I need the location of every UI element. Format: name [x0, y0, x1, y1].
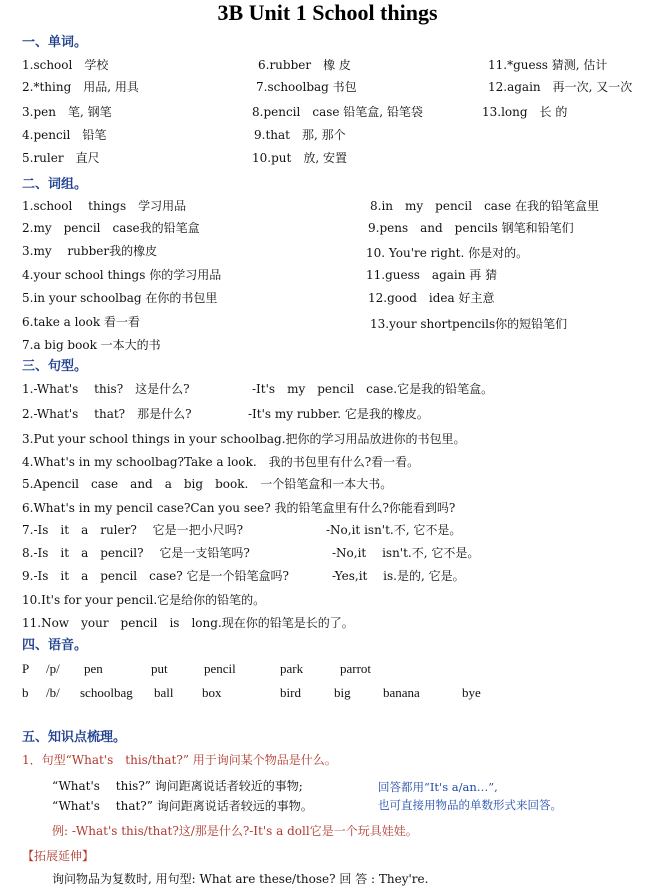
phonics-word: park — [280, 661, 304, 676]
phonics-sound: /p/ — [46, 661, 60, 676]
word-item: 8.pencil case 铅笔盒, 铅笔袋 — [252, 105, 423, 119]
word-item: 7.schoolbag 书包 — [256, 80, 357, 94]
phrase-item: 10. You're right. 你是对的。 — [366, 246, 529, 260]
section5-heading: 五、知识点梳理。 — [22, 730, 127, 745]
sentence-item: -No,it isn't.不, 它不是。 — [332, 546, 480, 560]
section3-heading: 三、句型。 — [22, 359, 88, 374]
phrase-item: 4.your school things 你的学习用品 — [22, 268, 222, 282]
sentence-item: 9.-Is it a pencil case? 它是一个铅笔盒吗? — [22, 569, 289, 583]
sentence-item: 7.-Is it a ruler? 它是一把小尺吗? — [22, 523, 244, 537]
word-item: 6.rubber 橡 皮 — [258, 58, 351, 72]
word-item: 5.ruler 直尺 — [22, 151, 100, 165]
sentence-item: 8.-Is it a pencil? 它是一支铅笔吗? — [22, 546, 250, 560]
phonics-letter: P — [22, 661, 30, 676]
usage-that: “What's that?” 询问距离说话者较远的事物。 — [52, 799, 313, 813]
sentence-item: -Yes,it is.是的, 它是。 — [332, 569, 465, 583]
phonics-word: ball — [154, 685, 174, 700]
section1-heading: 一、单词。 — [22, 35, 88, 50]
phrase-item: 13.your shortpencils你的短铅笔们 — [370, 317, 568, 331]
phrase-item: 1.school things 学习用品 — [22, 199, 187, 213]
answer-note: 回答都用“It's a/an…”, — [378, 780, 498, 794]
usage-this: “What's this?” 询问距离说话者较近的事物; — [52, 779, 303, 793]
example-line: 例: -What's this/that?这/那是什么?-It's a doll它是一个玩具娃娃。 — [52, 824, 418, 838]
sentence-item: 11.Now your pencil is long.现在你的铅笔是长的了。 — [22, 616, 354, 630]
phrase-item: 8.in my pencil case 在我的铅笔盒里 — [370, 199, 600, 213]
phrase-item: 11.guess again 再 猜 — [366, 268, 498, 282]
sentence-item: 6.What's in my pencil case?Can you see? 我的铅笔盒里有什么?你能看到吗? — [22, 501, 456, 515]
phrase-item: 2.my pencil case我的铅笔盒 — [22, 221, 200, 235]
phrase-item: 5.in your schoolbag 在你的书包里 — [22, 291, 218, 305]
phonics-word: box — [202, 685, 222, 700]
phonics-word: put — [151, 661, 168, 676]
phrase-item: 6.take a look 看一看 — [22, 315, 140, 329]
knowledge-point: 1．句型“What's this/that?” 用于询问某个物品是什么。 — [22, 753, 337, 767]
section4-heading: 四、语音。 — [22, 638, 88, 653]
phonics-word: big — [334, 685, 351, 700]
phonics-sound: /b/ — [46, 685, 60, 700]
phrase-item: 3.my rubber我的橡皮 — [22, 244, 158, 258]
page-title: 3B Unit 1 School things — [217, 0, 438, 25]
extension-text: 询问物品为复数时, 用句型: What are these/those? 回 答 : They're. — [52, 872, 429, 886]
phonics-letter: b — [22, 685, 29, 700]
sentence-item: -It's my pencil case.它是我的铅笔盒。 — [252, 382, 494, 396]
phonics-word: schoolbag — [80, 685, 133, 700]
phrase-item: 7.a big book 一本大的书 — [22, 338, 161, 352]
sentence-item: 4.What's in my schoolbag?Take a look. 我的书包里有什么?看一看。 — [22, 455, 420, 469]
sentence-item: 2.-What's that? 那是什么? — [22, 407, 192, 421]
word-item: 10.put 放, 安置 — [252, 151, 347, 165]
extension-label: 【拓展延伸】 — [22, 849, 95, 863]
section2-heading: 二、词组。 — [22, 177, 88, 192]
word-item: 3.pen 笔, 钢笔 — [22, 105, 112, 119]
word-item: 4.pencil 铅笔 — [22, 128, 107, 142]
phonics-word: bye — [462, 685, 481, 700]
sentence-item: 5.Apencil case and a big book. 一个铅笔盒和一本大书。 — [22, 477, 393, 491]
sentence-item: 10.It's for your pencil.它是给你的铅笔的。 — [22, 593, 266, 607]
sentence-item: -No,it isn't.不, 它不是。 — [326, 523, 462, 537]
word-item: 11.*guess 猜测, 估计 — [488, 58, 608, 72]
sentence-item: -It's my rubber. 它是我的橡皮。 — [248, 407, 429, 421]
answer-note: 也可直接用物品的单数形式来回答。 — [378, 798, 562, 812]
phonics-word: pencil — [204, 661, 236, 676]
phonics-word: banana — [383, 685, 420, 700]
sentence-item: 1.-What's this? 这是什么? — [22, 382, 190, 396]
sentence-item: 3.Put your school things in your schoolbag.把你的学习用品放进你的书包里。 — [22, 432, 466, 446]
phonics-word: bird — [280, 685, 301, 700]
phonics-word: parrot — [340, 661, 372, 676]
phrase-item: 9.pens and pencils 钢笔和铅笔们 — [368, 221, 574, 235]
phonics-word: pen — [84, 661, 103, 676]
word-item: 9.that 那, 那个 — [254, 128, 346, 142]
word-item: 2.*thing 用品, 用具 — [22, 80, 139, 94]
word-item: 13.long 长 的 — [482, 105, 568, 119]
word-item: 1.school 学校 — [22, 58, 109, 72]
word-item: 12.again 再一次, 又一次 — [488, 80, 633, 94]
phrase-item: 12.good idea 好主意 — [368, 291, 495, 305]
